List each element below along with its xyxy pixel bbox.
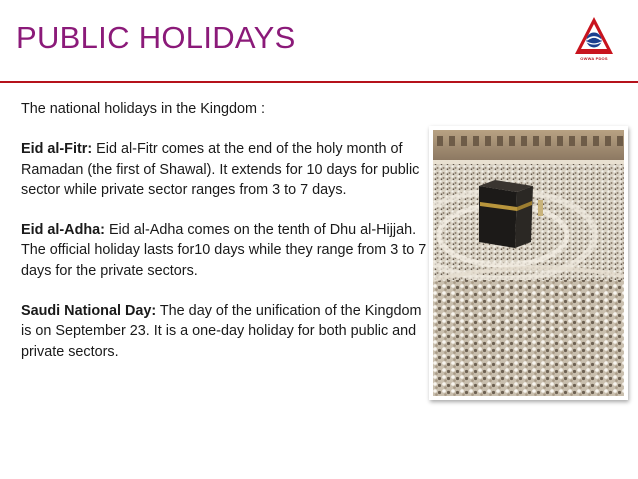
holiday-name: Saudi National Day: bbox=[21, 303, 157, 320]
title-divider bbox=[0, 81, 638, 83]
holiday-name: Eid al-Fitr: bbox=[21, 141, 93, 158]
photo-frame bbox=[429, 126, 628, 400]
holiday-eid-al-adha bbox=[21, 220, 435, 281]
kaaba-crowd-photo bbox=[433, 130, 624, 396]
holiday-name: Eid al-Adha: bbox=[21, 222, 105, 239]
holiday-eid-al-fitr bbox=[21, 139, 435, 200]
logo-caption: OWWA PDOS bbox=[580, 56, 608, 61]
intro-text: The national holidays in the Kingdom : bbox=[21, 101, 265, 117]
holiday-description: The day of the unification of the Kingdom is on September 23. It is a one-day holiday for both public and private sectors. bbox=[21, 303, 422, 360]
holiday-saudi-national-day bbox=[21, 301, 435, 362]
slide-title: PUBLIC HOLIDAYS bbox=[16, 20, 296, 55]
body-text bbox=[21, 99, 435, 382]
holiday-description: Eid al-Adha comes on the tenth of Dhu al-Hijjah. The official holiday lasts for10 days while they range from 3 to 7 days for the private sectors. bbox=[21, 222, 427, 279]
holiday-description: Eid al-Fitr comes at the end of the holy month of Ramadan (the first of Shawal). It extends for 10 days for public sector while private sector ranges from 3 to 7 days. bbox=[21, 141, 420, 198]
